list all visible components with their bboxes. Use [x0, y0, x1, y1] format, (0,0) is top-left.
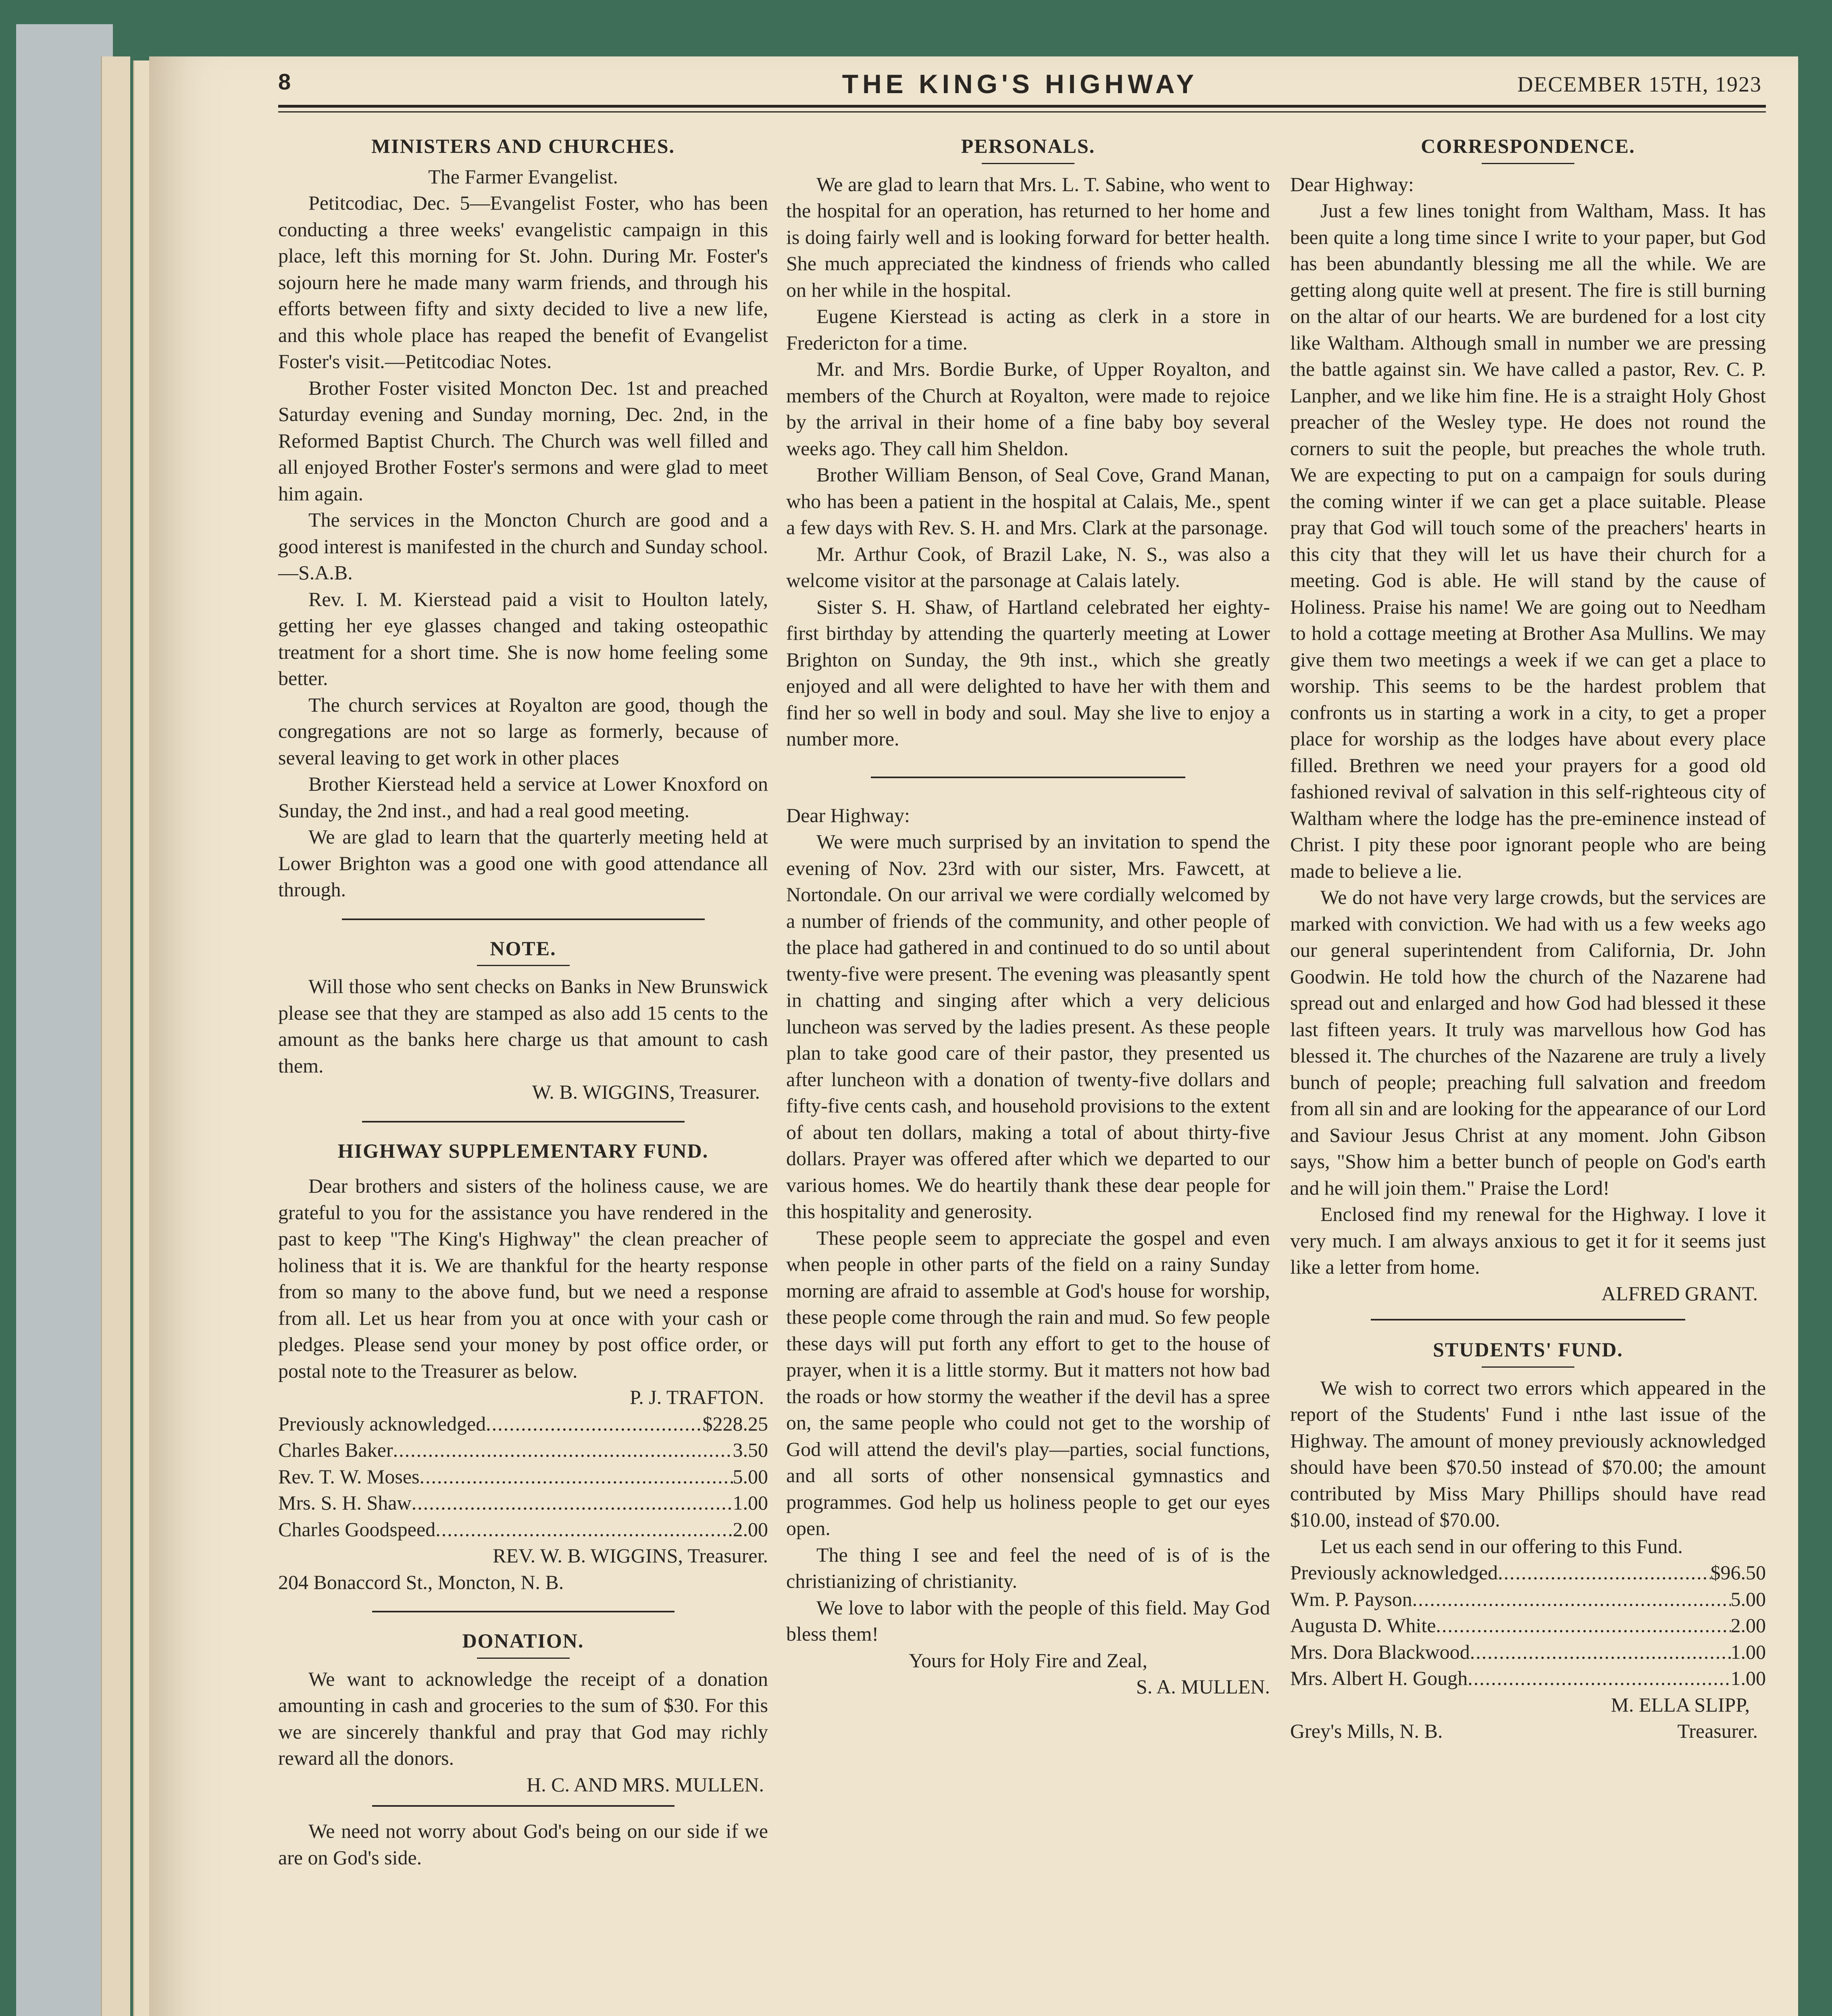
treasurer-name: M. ELLA SLIPP,: [1611, 1693, 1750, 1716]
ledger: [1290, 1560, 1766, 1692]
signature: W. B. WIGGINS, Treasurer.: [532, 1081, 760, 1103]
ledger-row: Mrs. S. H. Shaw ..... 1.00: [278, 1490, 768, 1516]
ledger-row: Previously acknowledged ..... $228.25: [278, 1411, 768, 1437]
column-middle: [786, 133, 1270, 1700]
ledger-row: Wm. P. Payson ..... 5.00: [1290, 1586, 1766, 1613]
masthead: [278, 65, 1762, 109]
ledger-row: Previously acknowledged ..... $96.50: [1290, 1560, 1766, 1586]
ledger: [278, 1411, 768, 1543]
paragraph: We are glad to learn that Mrs. L. T. Sabine, who went to the hospital for an operation, has returned to her home and is doing fairly well and is looking forward for better health. She much appreciated the kindness of friends who called on her while in the hospital.: [786, 173, 1270, 301]
salutation: Dear Highway:: [786, 804, 910, 827]
paragraph: Mr. Arthur Cook, of Brazil Lake, N. S., was also a welcome visitor at the parsonage at Calais lately.: [786, 542, 1270, 591]
sub-heading: The Farmer Evangelist.: [428, 165, 618, 188]
ledger-row: Charles Baker ..... 3.50: [278, 1437, 768, 1464]
paragraph: These people seem to appreciate the gospel and even when people in other parts of the field on a rainy Sunday morning are afraid to assemble at God's house for worship, these people come through the rain and mud. So few people these days will put forth any effort to get to the house of prayer, when it is a little stormy. But it matters not how bad the roads or how stormy the weather if the devil has a spree on, the same people who could not get to the worship of God will attend the devil's play—parties, social functions, and all sorts of other nonsensical gymnastics and programmes. God help us holiness people to get our eyes open.: [786, 1226, 1270, 1539]
salutation: Dear Highway:: [1290, 173, 1414, 196]
section-heading-personals: PERSONALS.: [961, 135, 1095, 157]
paragraph: We love to labor with the people of this field. May God bless them!: [786, 1596, 1270, 1645]
paragraph: We do not have very large crowds, but the services are marked with conviction. We had with us a few weeks ago our general superintendent from California, Dr. John Goodwin. He told how the church of the Nazarene had spread out and enlarged and how God had blessed it these last fifteen years. It truly was marvellous how God has blessed it. The churches of the Nazarene are truly a lively bunch of people; preaching full salvation and freedom from all sin and are looking for the appearance of our Lord and Saviour Jesus Christ at any moment. John Gibson says, "Show him a better bunch of people on God's earth and he will join them." Praise the Lord!: [1290, 886, 1766, 1199]
cover-inner-edge: [16, 24, 113, 2016]
signature: S. A. MULLEN.: [1136, 1675, 1270, 1698]
paragraph: The thing I see and feel the need of is of is the christianizing of christianity.: [786, 1543, 1270, 1592]
ledger-row: Rev. T. W. Moses ..... 5.00: [278, 1464, 768, 1490]
issue-date: DECEMBER 15TH, 1923: [1517, 72, 1762, 96]
section-separator: [372, 1805, 675, 1807]
page-stack-edge: [101, 56, 130, 2016]
section-separator: [342, 918, 705, 920]
heading-underline: [1482, 1366, 1574, 1368]
section-separator: [871, 777, 1185, 778]
heading-underline: [1482, 163, 1574, 164]
ledger-row: Mrs. Dora Blackwood ..... 1.00: [1290, 1639, 1766, 1666]
section-heading-ministers: MINISTERS AND CHURCHES.: [371, 135, 675, 157]
place: Grey's Mills, N. B.: [1290, 1720, 1443, 1742]
section-separator: [1371, 1319, 1685, 1320]
ledger-row: Augusta D. White ..... 2.00: [1290, 1612, 1766, 1639]
heading-underline: [477, 1658, 570, 1659]
paragraph: Rev. I. M. Kierstead paid a visit to Houlton lately, getting her eye glasses changed and taking osteopathic treatment for a short time. She is now home feeling some better.: [278, 587, 768, 689]
signature: P. J. TRAFTON.: [630, 1386, 764, 1408]
section-separator: [372, 1611, 675, 1612]
masthead-rule-thin: [278, 111, 1766, 112]
signature: ALFRED GRANT.: [1601, 1282, 1758, 1305]
paragraph: Eugene Kierstead is acting as clerk in a store in Fredericton for a time.: [786, 305, 1270, 354]
paragraph: Petitcodiac, Dec. 5—Evangelist Foster, who has been conducting a three weeks' evangelistic campaign in this place, left this morning for St. John. During Mr. Foster's sojourn here he made many warm friends, and through his efforts between fifty and sixty decided to live a new life, and this whole place has reaped the benefit of Evangelist Foster's visit.—Petitcodiac Notes.: [278, 192, 768, 373]
section-heading-fund: HIGHWAY SUPPLEMENTARY FUND.: [337, 1139, 709, 1162]
page-number: 8: [278, 69, 291, 94]
paragraph: We wish to correct two errors which appeared in the report of the Students' Fund i nthe last issue of the Highway. The amount of money previously acknowledged should have been $70.50 instead of $70.00; the amount contributed by Miss Mary Phillips should have read $10.00, instead of $70.00.: [1290, 1376, 1766, 1531]
paragraph: Mr. and Mrs. Bordie Burke, of Upper Royalton, and members of the Church at Royalton, were made to rejoice by the arrival in their home of a fine baby boy several weeks ago. They call him Sheldon.: [786, 358, 1270, 460]
paragraph: The services in the Moncton Church are good and a good interest is manifested in the church and Sunday school.—S.A.B.: [278, 508, 768, 584]
ledger-row: Charles Goodspeed ..... 2.00: [278, 1516, 768, 1543]
paragraph: Brother William Benson, of Seal Cove, Grand Manan, who has been a patient in the hospital at Calais, Me., spent a few days with Rev. S. H. and Mrs. Clark at the parsonage.: [786, 463, 1270, 539]
paragraph: Enclosed find my renewal for the Highway. I love it very much. I am always anxious to get it for it seems just like a letter from home.: [1290, 1203, 1766, 1278]
signature-row: [1290, 1718, 1766, 1745]
paragraph: We are glad to learn that the quarterly meeting held at Lower Brighton was a good one with good attendance all through.: [278, 825, 768, 901]
letter-closing: Yours for Holy Fire and Zeal,: [908, 1649, 1148, 1672]
section-heading-note: NOTE.: [490, 937, 556, 960]
paragraph: Just a few lines tonight from Waltham, Mass. It has been quite a long time since I write to your paper, but God has been abundantly blessing me all the while. We are getting along quite well at present. The fire is still burning on the altar of our hearts. We are burdened for a lost city like Waltham. Although small in number we are pressing the battle against sin. We have called a pastor, Rev. C. P. Lanpher, and we like him fine. He is a straight Holy Ghost preacher of the Wesley type. He does not round the corners to suit the people, but preaches the whole truth. We are expecting to put on a campaign for souls during the coming winter if we can get a place suitable. Please pray that God will touch some of the preachers' hearts in this city that they will let us have their church for a meeting. God is able. He will stand by the cause of Holiness. Praise his name! We are going out to Needham to hold a cottage meeting at Brother Asa Mullins. We may give them two meetings a week if we can get a place to worship. This seems to be the hardest problem that confronts us in starting a work in a city, to get a proper place for worship as the lodges have about every place filled. Brethren we need your prayers for a good old fashioned revival of salvation in this self-righteous city of Waltham where the lodge has the pre-eminence instead of Christ. I pity these poor ignorant people who are being made to believe a lie.: [1290, 199, 1766, 882]
publication-title: THE KING'S HIGHWAY: [842, 69, 1198, 99]
paragraph: Let us each send in our offering to this Fund.: [1320, 1535, 1683, 1558]
section-heading-students-fund: STUDENTS' FUND.: [1433, 1338, 1623, 1361]
newspaper-page: [149, 56, 1798, 2016]
paragraph: We want to acknowledge the receipt of a donation amounting in cash and groceries to the sum of $30. For this we are sincerely thankful and pray that God may richly reward all the donors.: [278, 1667, 768, 1769]
paragraph: Brother Kierstead held a service at Lower Knoxford on Sunday, the 2nd inst., and had a real good meeting.: [278, 773, 768, 822]
paragraph: Will those who sent checks on Banks in New Brunswick please see that they are stamped as also add 15 cents to the amount as the banks here charge us that amount to cash them.: [278, 975, 768, 1077]
column-left: [278, 133, 768, 1871]
paragraph: Dear brothers and sisters of the holiness cause, we are grateful to you for the assistance you have rendered in the past to keep "The King's Highway" the clean preacher of holiness that it is. We are thankful for the hearty response from so many to the above fund, but we need a response from all. Let us hear from you at once with your cash or pledges. Please send your money by post office order, or postal note to the Treasurer as below.: [278, 1175, 768, 1382]
section-heading-correspondence: CORRESPONDENCE.: [1421, 135, 1635, 157]
paragraph: We need not worry about God's being on our side if we are on God's side.: [278, 1820, 768, 1869]
paragraph: We were much surprised by an invitation to spend the evening of Nov. 23rd with our sister, Mrs. Fawcett, at Nortondale. On our arrival we were cordially welcomed by a number of friends of the community, and other people of the place had gathered in and continued to do so until about twenty-five were present. The evening was pleasantly spent in chatting and singing after which a very delicious luncheon was served by the ladies present. As these people plan to take good care of their pastor, they presented us after luncheon with a donation of twenty-five dollars and fifty-five cents cash, and household provisions to the extent of about ten dollars, making a total of about thirty-five dollars. Prayer was offered after which we departed to our various homes. We do heartily thank these dear people for this hospitality and generosity.: [786, 830, 1270, 1223]
treasurer-title: Treasurer.: [1677, 1720, 1758, 1742]
paragraph: Brother Foster visited Moncton Dec. 1st and preached Saturday evening and Sunday morning, Dec. 2nd, in the Reformed Baptist Church. The Church was well filled and all enjoyed Brother Foster's sermons and were glad to meet him again.: [278, 376, 768, 505]
section-separator: [362, 1121, 685, 1123]
heading-underline: [477, 965, 570, 966]
section-heading-donation: DONATION.: [462, 1629, 584, 1652]
masthead-rule: [278, 105, 1766, 108]
paragraph: Sister S. H. Shaw, of Hartland celebrated her eighty-first birthday by attending the quarterly meeting at Lower Brighton on Sunday, the 9th inst., which she greatly enjoyed and all were delighted to have her with them and find her so well in body and soul. May she live to enjoy a number more.: [786, 595, 1270, 750]
heading-underline: [982, 163, 1074, 164]
treasurer-signature: REV. W. B. WIGGINS, Treasurer.: [493, 1544, 768, 1567]
address: 204 Bonaccord St., Moncton, N. B.: [278, 1570, 564, 1593]
signature: H. C. AND MRS. MULLEN.: [527, 1773, 764, 1796]
ledger-row: Mrs. Albert H. Gough ..... 1.00: [1290, 1665, 1766, 1692]
paragraph: The church services at Royalton are good, though the congregations are not so large as formerly, because of several leaving to get work in other places: [278, 693, 768, 769]
column-right: [1290, 133, 1766, 1745]
